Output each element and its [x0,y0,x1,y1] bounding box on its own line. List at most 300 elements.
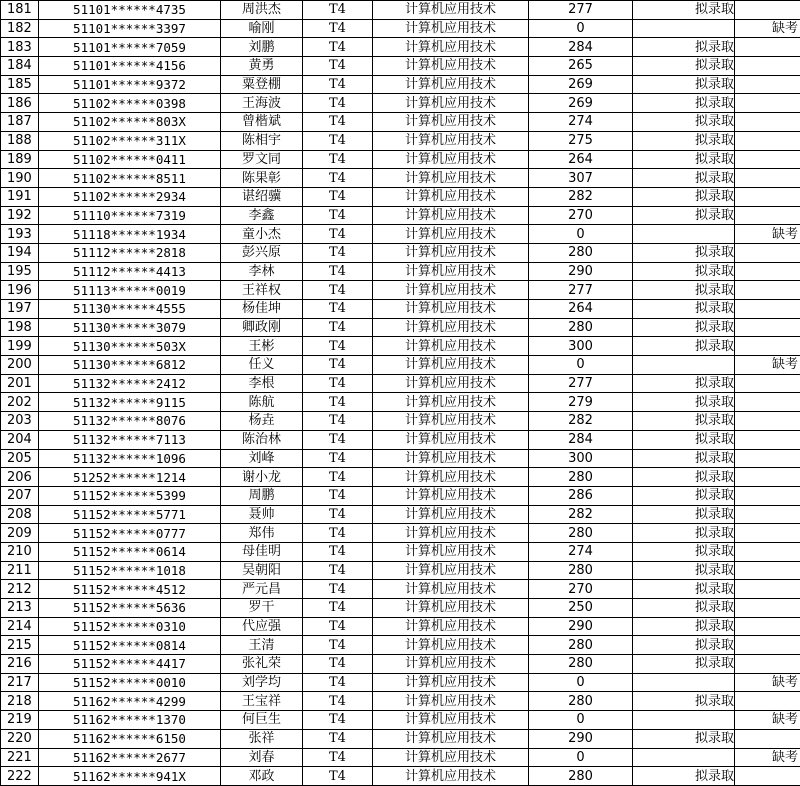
major-name-cell: 计算机应用技术 [373,729,529,748]
score-cell: 284 [529,38,633,57]
student-name-cell: 陈果彰 [221,169,303,188]
score-cell: 270 [529,206,633,225]
remark-cell [735,636,800,655]
major-name-cell: 计算机应用技术 [373,617,529,636]
table-row [1,655,800,674]
admission-result-cell: 拟录取 [633,729,735,748]
admission-result-cell: 拟录取 [633,430,735,449]
remark-cell [735,206,800,225]
remark-cell [735,393,800,412]
student-name-cell: 李根 [221,374,303,393]
score-cell: 300 [529,449,633,468]
remark-cell [735,767,800,786]
student-name-cell: 周鹏 [221,486,303,505]
admission-result-cell: 拟录取 [633,412,735,431]
table-row [1,393,800,412]
id-number-cell: 51152******4417 [39,655,221,674]
row-number-cell: 203 [1,412,39,431]
student-name-cell: 王祥权 [221,281,303,300]
row-number-cell: 195 [1,262,39,281]
id-number-cell: 51130******3079 [39,318,221,337]
remark-cell [735,692,800,711]
row-number-cell: 202 [1,393,39,412]
score-cell: 269 [529,94,633,113]
admission-result-cell: 拟录取 [633,524,735,543]
category-code-cell: T4 [303,262,373,281]
table-row [1,169,800,188]
category-code-cell: T4 [303,430,373,449]
admission-result-cell: 拟录取 [633,580,735,599]
major-name-cell: 计算机应用技术 [373,169,529,188]
admission-result-cell: 拟录取 [633,636,735,655]
category-code-cell: T4 [303,599,373,618]
admission-result-cell: 拟录取 [633,75,735,94]
table-row [1,374,800,393]
id-number-cell: 51130******503X [39,337,221,356]
student-name-cell: 陈航 [221,393,303,412]
score-cell: 282 [529,505,633,524]
row-number-cell: 198 [1,318,39,337]
row-number-cell: 191 [1,187,39,206]
category-code-cell: T4 [303,94,373,113]
remark-cell [735,524,800,543]
row-number-cell: 222 [1,767,39,786]
remark-cell [735,374,800,393]
admission-result-cell: 拟录取 [633,767,735,786]
category-code-cell: T4 [303,767,373,786]
category-code-cell: T4 [303,748,373,767]
category-code-cell: T4 [303,673,373,692]
row-number-cell: 209 [1,524,39,543]
remark-cell [735,580,800,599]
id-number-cell: 51130******4555 [39,300,221,319]
score-cell: 265 [529,57,633,76]
row-number-cell: 217 [1,673,39,692]
major-name-cell: 计算机应用技术 [373,57,529,76]
score-cell: 280 [529,636,633,655]
id-number-cell: 51102******2934 [39,187,221,206]
score-cell: 277 [529,281,633,300]
score-cell: 280 [529,318,633,337]
category-code-cell: T4 [303,356,373,375]
score-cell: 290 [529,729,633,748]
row-number-cell: 213 [1,599,39,618]
category-code-cell: T4 [303,38,373,57]
id-number-cell: 51102******803X [39,113,221,132]
score-cell: 274 [529,113,633,132]
row-number-cell: 181 [1,1,39,20]
id-number-cell: 51132******1096 [39,449,221,468]
id-number-cell: 51162******2677 [39,748,221,767]
table-row [1,561,800,580]
remark-cell [735,468,800,487]
student-name-cell: 严元昌 [221,580,303,599]
row-number-cell: 182 [1,19,39,38]
category-code-cell: T4 [303,1,373,20]
score-cell: 280 [529,692,633,711]
major-name-cell: 计算机应用技术 [373,449,529,468]
remark-cell [735,169,800,188]
student-name-cell: 吴朝阳 [221,561,303,580]
table-row [1,748,800,767]
table-row [1,225,800,244]
category-code-cell: T4 [303,75,373,94]
id-number-cell: 51112******2818 [39,243,221,262]
table-row [1,300,800,319]
id-number-cell: 51152******0777 [39,524,221,543]
major-name-cell: 计算机应用技术 [373,374,529,393]
category-code-cell: T4 [303,711,373,730]
admission-result-cell: 拟录取 [633,113,735,132]
major-name-cell: 计算机应用技术 [373,711,529,730]
remark-cell [735,561,800,580]
major-name-cell: 计算机应用技术 [373,75,529,94]
row-number-cell: 205 [1,449,39,468]
admission-result-cell [633,356,735,375]
table-row [1,542,800,561]
table-row [1,580,800,599]
score-cell: 0 [529,673,633,692]
category-code-cell: T4 [303,524,373,543]
score-cell: 307 [529,169,633,188]
category-code-cell: T4 [303,412,373,431]
table-body [1,1,800,786]
category-code-cell: T4 [303,449,373,468]
score-cell: 280 [529,243,633,262]
student-name-cell: 谌绍骥 [221,187,303,206]
admission-result-cell [633,673,735,692]
major-name-cell: 计算机应用技术 [373,38,529,57]
table-row [1,711,800,730]
admission-result-cell: 拟录取 [633,187,735,206]
admission-result-cell: 拟录取 [633,131,735,150]
category-code-cell: T4 [303,393,373,412]
row-number-cell: 201 [1,374,39,393]
category-code-cell: T4 [303,19,373,38]
remark-cell [735,38,800,57]
row-number-cell: 216 [1,655,39,674]
id-number-cell: 51132******2412 [39,374,221,393]
category-code-cell: T4 [303,206,373,225]
remark-cell [735,617,800,636]
student-name-cell: 陈相宇 [221,131,303,150]
category-code-cell: T4 [303,486,373,505]
category-code-cell: T4 [303,225,373,244]
admission-result-cell: 拟录取 [633,1,735,20]
table-row [1,505,800,524]
row-number-cell: 189 [1,150,39,169]
remark-cell [735,486,800,505]
student-name-cell: 张祥 [221,729,303,748]
major-name-cell: 计算机应用技术 [373,243,529,262]
student-name-cell: 童小杰 [221,225,303,244]
admission-result-cell: 拟录取 [633,206,735,225]
remark-cell: 缺考 [735,225,800,244]
row-number-cell: 221 [1,748,39,767]
remark-cell [735,187,800,206]
table-row [1,281,800,300]
id-number-cell: 51101******4735 [39,1,221,20]
table-row [1,412,800,431]
category-code-cell: T4 [303,561,373,580]
row-number-cell: 211 [1,561,39,580]
category-code-cell: T4 [303,150,373,169]
table-row [1,19,800,38]
id-number-cell: 51152******1018 [39,561,221,580]
score-cell: 274 [529,542,633,561]
remark-cell: 缺考 [735,748,800,767]
admission-result-cell: 拟录取 [633,169,735,188]
score-cell: 270 [529,580,633,599]
major-name-cell: 计算机应用技术 [373,748,529,767]
admission-result-cell: 拟录取 [633,468,735,487]
student-name-cell: 黄勇 [221,57,303,76]
category-code-cell: T4 [303,243,373,262]
remark-cell [735,412,800,431]
major-name-cell: 计算机应用技术 [373,262,529,281]
id-number-cell: 51132******7113 [39,430,221,449]
row-number-cell: 215 [1,636,39,655]
category-code-cell: T4 [303,187,373,206]
admission-result-cell: 拟录取 [633,337,735,356]
score-cell: 280 [529,524,633,543]
major-name-cell: 计算机应用技术 [373,486,529,505]
admission-result-cell: 拟录取 [633,692,735,711]
major-name-cell: 计算机应用技术 [373,599,529,618]
row-number-cell: 199 [1,337,39,356]
table-row [1,318,800,337]
remark-cell: 缺考 [735,356,800,375]
table-row [1,767,800,786]
category-code-cell: T4 [303,542,373,561]
row-number-cell: 200 [1,356,39,375]
score-cell: 277 [529,374,633,393]
remark-cell [735,113,800,132]
major-name-cell: 计算机应用技术 [373,542,529,561]
admission-result-cell: 拟录取 [633,57,735,76]
category-code-cell: T4 [303,337,373,356]
table-row [1,38,800,57]
row-number-cell: 183 [1,38,39,57]
table-row [1,449,800,468]
major-name-cell: 计算机应用技术 [373,318,529,337]
table-row [1,150,800,169]
admission-result-cell: 拟录取 [633,393,735,412]
admission-result-cell: 拟录取 [633,318,735,337]
student-name-cell: 陈治林 [221,430,303,449]
id-number-cell: 51152******5399 [39,486,221,505]
major-name-cell: 计算机应用技术 [373,225,529,244]
score-cell: 277 [529,1,633,20]
category-code-cell: T4 [303,131,373,150]
id-number-cell: 51162******1370 [39,711,221,730]
id-number-cell: 51130******6812 [39,356,221,375]
admission-result-cell [633,711,735,730]
category-code-cell: T4 [303,57,373,76]
id-number-cell: 51152******0310 [39,617,221,636]
table-row [1,113,800,132]
major-name-cell: 计算机应用技术 [373,430,529,449]
remark-cell: 缺考 [735,19,800,38]
remark-cell [735,243,800,262]
category-code-cell: T4 [303,318,373,337]
category-code-cell: T4 [303,692,373,711]
table-row [1,337,800,356]
student-name-cell: 罗文同 [221,150,303,169]
id-number-cell: 51102******8511 [39,169,221,188]
row-number-cell: 185 [1,75,39,94]
admission-result-cell: 拟录取 [633,94,735,113]
remark-cell [735,75,800,94]
admission-result-cell: 拟录取 [633,542,735,561]
admission-result-cell: 拟录取 [633,281,735,300]
major-name-cell: 计算机应用技术 [373,524,529,543]
admission-result-cell: 拟录取 [633,262,735,281]
student-name-cell: 刘峰 [221,449,303,468]
remark-cell [735,729,800,748]
student-name-cell: 刘学均 [221,673,303,692]
id-number-cell: 51162******4299 [39,692,221,711]
score-cell: 264 [529,300,633,319]
score-cell: 280 [529,767,633,786]
table-row [1,729,800,748]
admission-result-cell: 拟录取 [633,486,735,505]
remark-cell [735,430,800,449]
row-number-cell: 210 [1,542,39,561]
row-number-cell: 214 [1,617,39,636]
table-row [1,673,800,692]
id-number-cell: 51102******0398 [39,94,221,113]
admission-result-cell: 拟录取 [633,38,735,57]
category-code-cell: T4 [303,468,373,487]
category-code-cell: T4 [303,169,373,188]
score-cell: 269 [529,75,633,94]
major-name-cell: 计算机应用技术 [373,412,529,431]
id-number-cell: 51252******1214 [39,468,221,487]
table-row [1,206,800,225]
category-code-cell: T4 [303,655,373,674]
id-number-cell: 51113******0019 [39,281,221,300]
remark-cell [735,131,800,150]
score-cell: 282 [529,412,633,431]
score-cell: 279 [529,393,633,412]
score-cell: 0 [529,711,633,730]
table-row [1,486,800,505]
table-row [1,599,800,618]
score-cell: 0 [529,356,633,375]
table-row [1,524,800,543]
student-name-cell: 曾楷斌 [221,113,303,132]
score-cell: 264 [529,150,633,169]
id-number-cell: 51101******7059 [39,38,221,57]
remark-cell: 缺考 [735,673,800,692]
admission-result-cell: 拟录取 [633,300,735,319]
row-number-cell: 197 [1,300,39,319]
table-row [1,468,800,487]
row-number-cell: 208 [1,505,39,524]
id-number-cell: 51152******4512 [39,580,221,599]
major-name-cell: 计算机应用技术 [373,356,529,375]
table-row [1,187,800,206]
remark-cell [735,318,800,337]
id-number-cell: 51101******9372 [39,75,221,94]
major-name-cell: 计算机应用技术 [373,113,529,132]
student-name-cell: 代应强 [221,617,303,636]
major-name-cell: 计算机应用技术 [373,19,529,38]
student-name-cell: 母佳明 [221,542,303,561]
remark-cell [735,57,800,76]
major-name-cell: 计算机应用技术 [373,767,529,786]
student-name-cell: 何巨生 [221,711,303,730]
score-cell: 290 [529,617,633,636]
id-number-cell: 51112******4413 [39,262,221,281]
remark-cell: 缺考 [735,711,800,730]
id-number-cell: 51152******0010 [39,673,221,692]
remark-cell [735,337,800,356]
id-number-cell: 51118******1934 [39,225,221,244]
row-number-cell: 187 [1,113,39,132]
table-row [1,617,800,636]
student-name-cell: 粟登棚 [221,75,303,94]
row-number-cell: 220 [1,729,39,748]
row-number-cell: 188 [1,131,39,150]
score-cell: 0 [529,225,633,244]
table-row [1,57,800,76]
major-name-cell: 计算机应用技术 [373,187,529,206]
student-name-cell: 王宝祥 [221,692,303,711]
student-name-cell: 李林 [221,262,303,281]
student-name-cell: 聂帅 [221,505,303,524]
student-name-cell: 谢小龙 [221,468,303,487]
score-cell: 280 [529,468,633,487]
table-row [1,131,800,150]
admission-result-cell [633,748,735,767]
admission-result-cell: 拟录取 [633,505,735,524]
row-number-cell: 186 [1,94,39,113]
category-code-cell: T4 [303,374,373,393]
major-name-cell: 计算机应用技术 [373,655,529,674]
student-name-cell: 任义 [221,356,303,375]
id-number-cell: 51152******0814 [39,636,221,655]
score-cell: 0 [529,19,633,38]
id-number-cell: 51162******6150 [39,729,221,748]
id-number-cell: 51152******5771 [39,505,221,524]
row-number-cell: 184 [1,57,39,76]
major-name-cell: 计算机应用技术 [373,393,529,412]
major-name-cell: 计算机应用技术 [373,1,529,20]
category-code-cell: T4 [303,281,373,300]
admission-result-cell: 拟录取 [633,561,735,580]
score-cell: 284 [529,430,633,449]
major-name-cell: 计算机应用技术 [373,150,529,169]
table-row [1,262,800,281]
row-number-cell: 193 [1,225,39,244]
score-cell: 290 [529,262,633,281]
row-number-cell: 207 [1,486,39,505]
admission-result-cell [633,225,735,244]
category-code-cell: T4 [303,580,373,599]
remark-cell [735,655,800,674]
table-row [1,75,800,94]
major-name-cell: 计算机应用技术 [373,580,529,599]
remark-cell [735,1,800,20]
table-row [1,636,800,655]
admission-result-cell: 拟录取 [633,599,735,618]
admission-result-cell: 拟录取 [633,449,735,468]
student-name-cell: 杨垚 [221,412,303,431]
student-name-cell: 张礼荣 [221,655,303,674]
admission-result-cell: 拟录取 [633,243,735,262]
